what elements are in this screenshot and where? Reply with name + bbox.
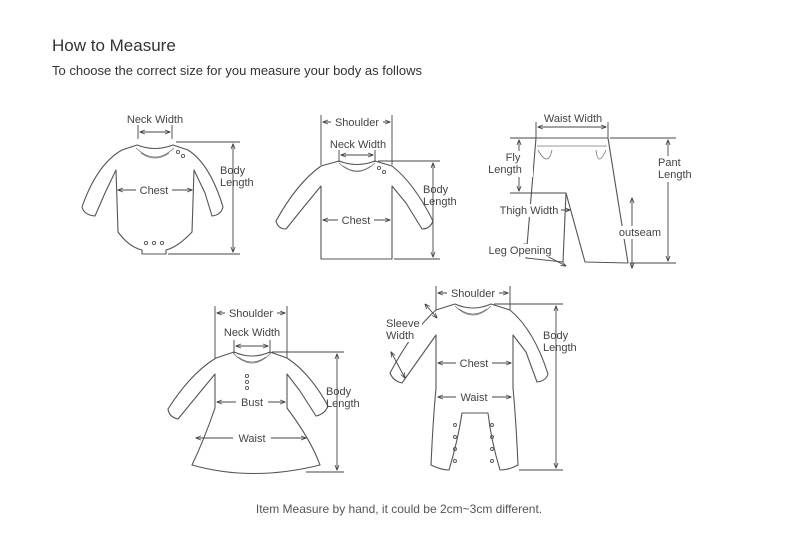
pants-fly-length-label-2: Length [488,164,522,176]
dress-buttons [245,374,248,389]
page-subtitle: To choose the correct size for you measure your body as follows [52,63,422,78]
dress-waist-label: Waist [238,433,266,445]
romper-body-length-label: Body [543,330,569,342]
romper-sleeve-width-label: Sleeve [386,318,420,330]
bodysuit-neck-width-label: Neck Width [126,114,184,126]
dress-neck-width-label: Neck Width [223,327,281,339]
bodysuit-collar [136,148,174,157]
romper-waist-label: Waist [460,392,488,404]
pants-waist-width-label: Waist Width [543,113,603,125]
page-title: How to Measure [52,36,176,55]
pants-thigh-width-label: Thigh Width [499,205,559,217]
dress-body-length-label-2: Length [326,398,360,410]
romper-sleeve-width-label-2: Width [386,330,415,342]
bodysuit-buttons [144,150,184,244]
pants-pant-length-label: Pant [658,157,681,169]
pants-fly-length-label: Fly [505,152,521,164]
sweater-outline [276,161,433,259]
bodysuit-body-length-label-2: Length [220,177,254,189]
pants-outseam-label: outseam [618,227,662,239]
sweater-body-length-label-2: Length [423,196,457,208]
romper-shoulder-label: Shoulder [450,288,496,300]
dress-figure [168,306,360,474]
footer-note: Item Measure by hand, it could be 2cm~3cm different. [255,502,543,516]
pants-leg-opening-label: Leg Opening [488,245,552,257]
romper-figure [384,286,577,470]
bodysuit-body-length-label: Body [220,165,246,177]
romper-body-length-label-2: Length [543,342,577,354]
romper-sleeve-width-line [391,352,405,378]
dress-body-length-label: Body [326,386,352,398]
dress-shoulder-label: Shoulder [228,308,274,320]
sweater-chest-label: Chest [341,215,371,227]
sweater-buttons [377,166,385,173]
pants-pant-length-label-2: Length [658,169,692,181]
bodysuit-chest-label: Chest [139,185,169,197]
romper-chest-label: Chest [459,358,489,370]
sweater-figure [276,115,457,259]
sweater-body-length-label: Body [423,184,449,196]
sweater-shoulder-label: Shoulder [334,117,380,129]
sweater-neck-width-label: Neck Width [329,139,387,151]
dress-bust-label: Bust [240,397,264,409]
bodysuit-outline [82,145,223,254]
dress-outline [168,352,328,474]
bodysuit-figure [82,114,254,254]
pants-figure [487,111,696,268]
